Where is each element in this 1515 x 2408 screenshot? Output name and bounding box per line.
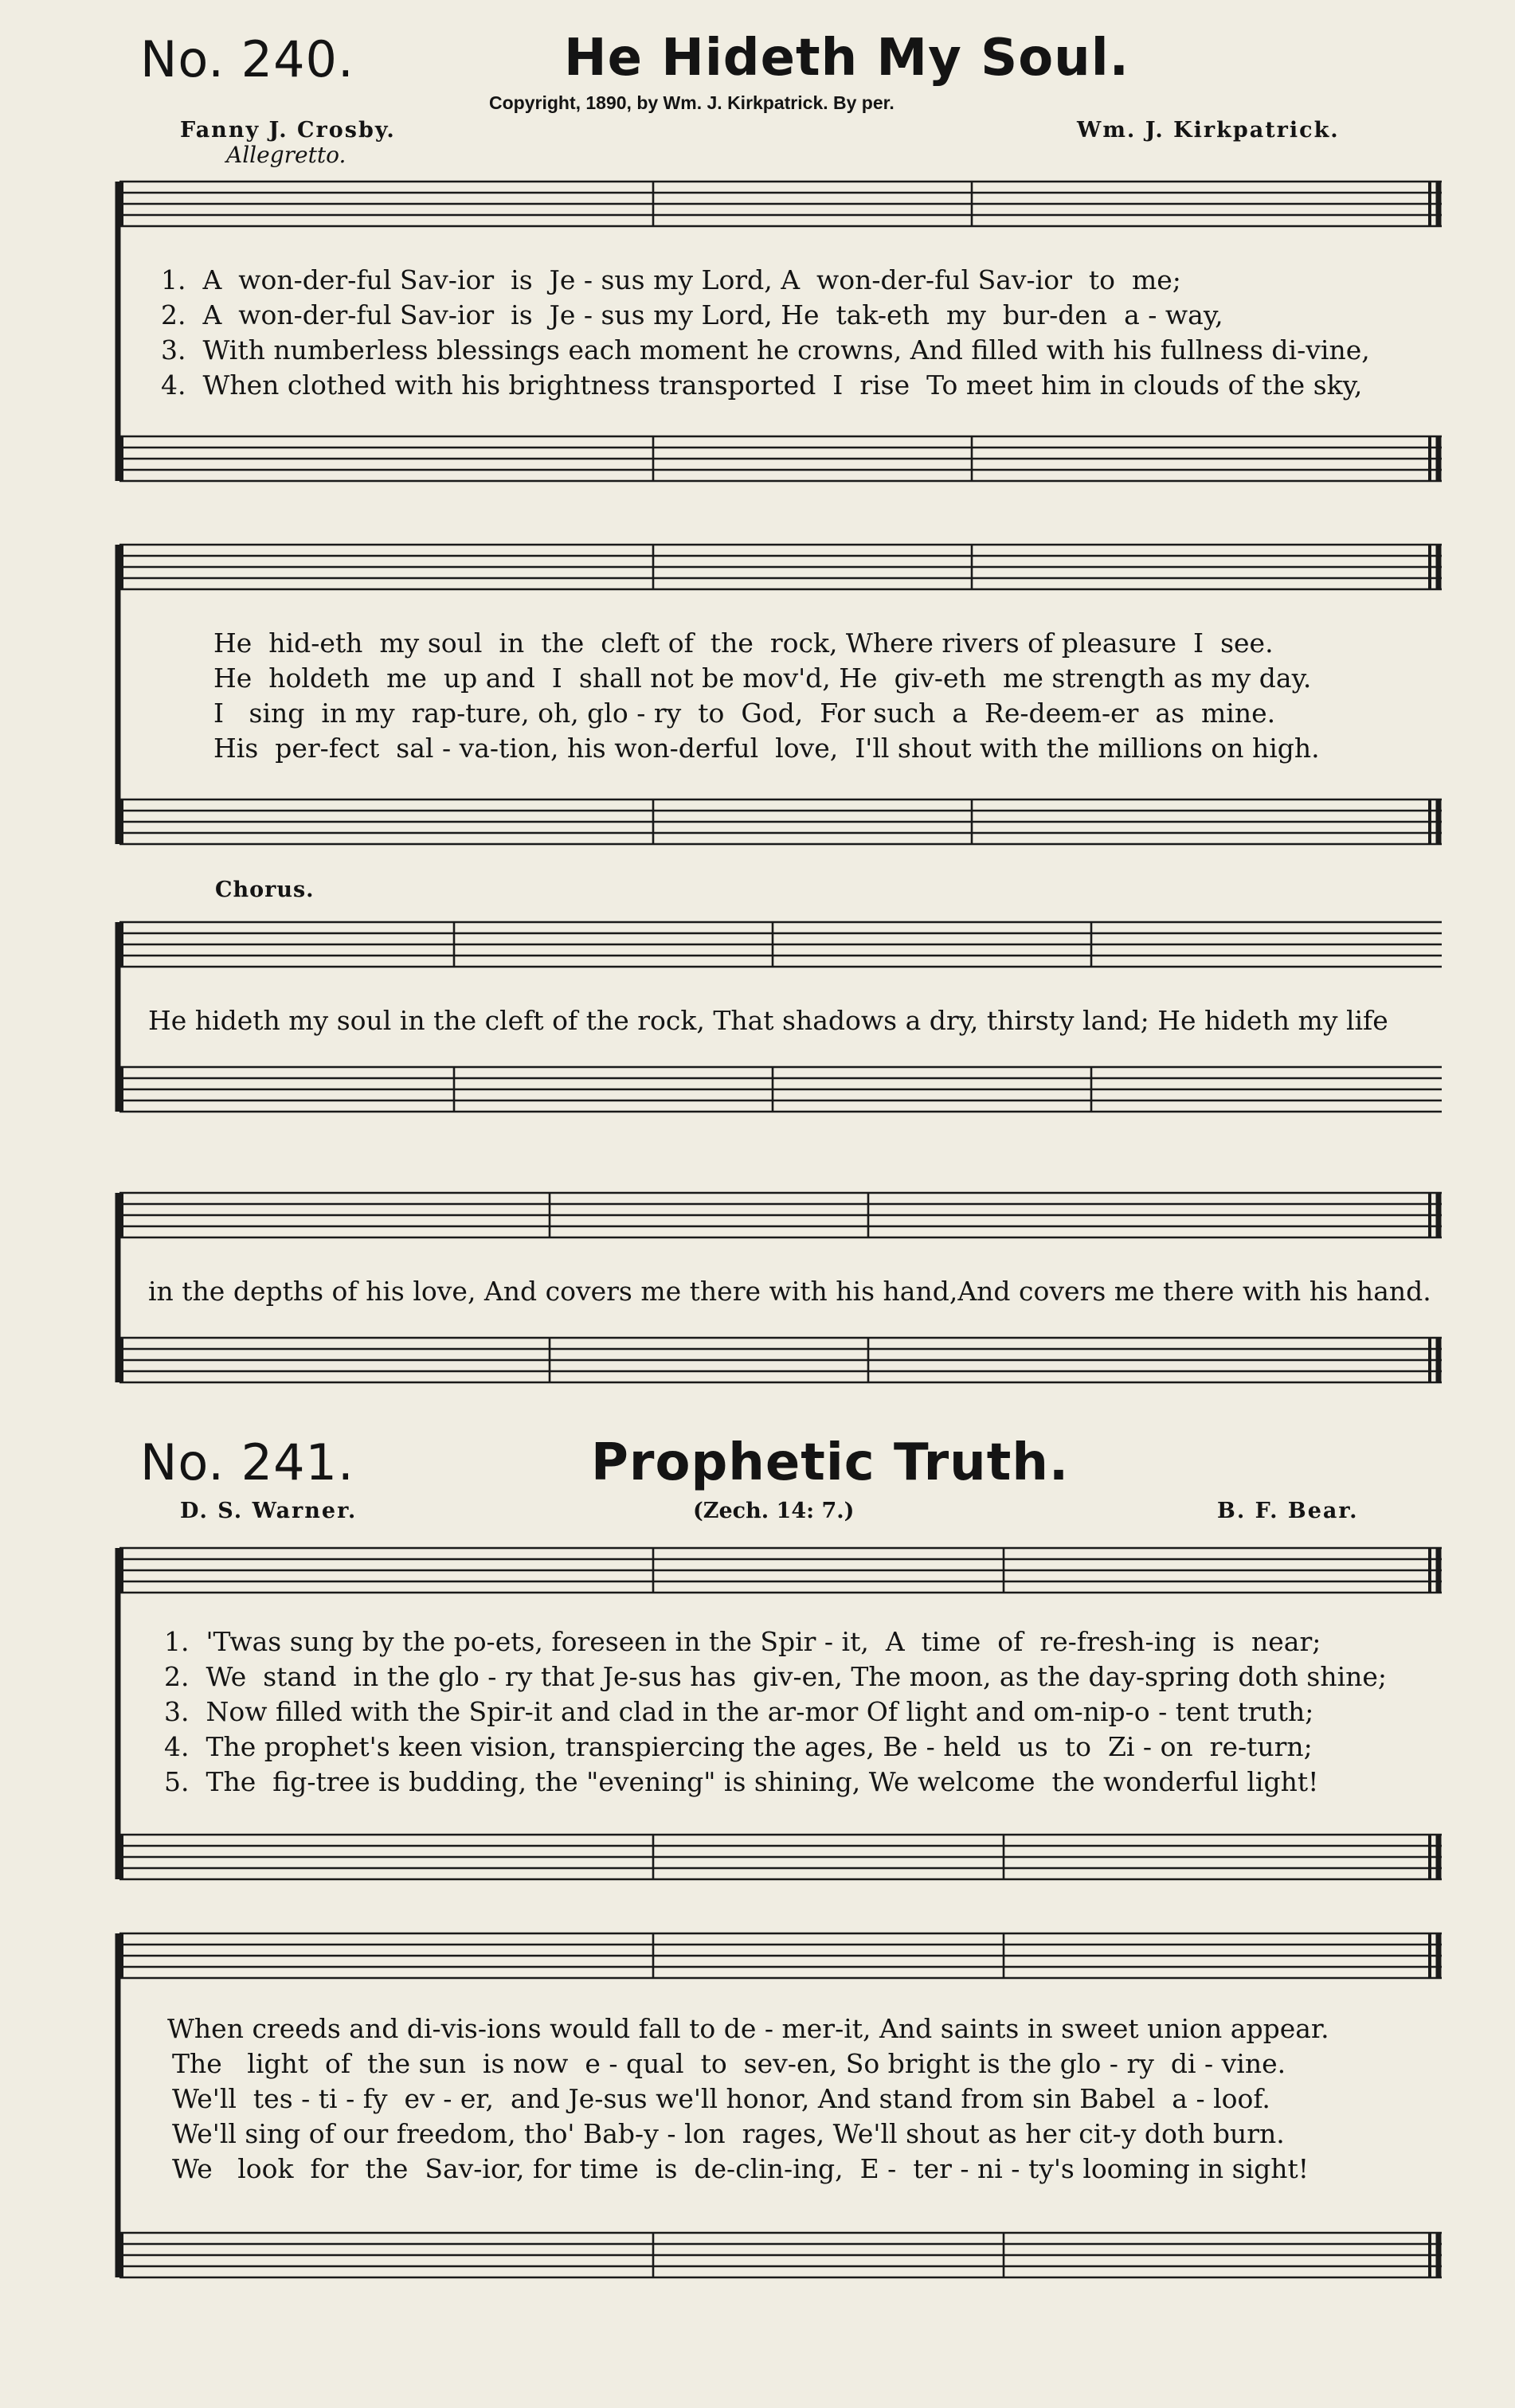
verse-line-3: I sing in my rap-ture, oh, glo - ry to God, For such a Re-deem-er as mine. bbox=[213, 698, 1276, 729]
verse-line-3: 3. Now filled with the Spir-it and clad in the ar-mor Of light and om-nip-o - tent truth; bbox=[164, 1696, 1314, 1727]
verse-line-4: 4. When clothed with his brightness transported I rise To meet him in clouds of the sky, bbox=[161, 369, 1363, 401]
lyricist-credit: D. S. Warner. bbox=[180, 1499, 358, 1523]
music-system-4 bbox=[119, 1179, 1442, 1417]
verse-line-2: The light of the sun is now e - qual to sev-en, So bright is the glo - ry di - vine. bbox=[172, 2048, 1286, 2079]
treble-staff bbox=[119, 922, 1442, 986]
copyright-notice: Copyright, 1890, by Wm. J. Kirkpatrick. By per. bbox=[489, 92, 895, 113]
music-system-2 bbox=[119, 537, 1442, 855]
composer-credit: B. F. Bear. bbox=[1217, 1499, 1359, 1523]
bass-staff bbox=[119, 799, 1442, 863]
bass-staff bbox=[119, 2233, 1442, 2297]
hymn-number: No. 241. bbox=[140, 1433, 354, 1491]
verse-line-2: 2. A won-der-ful Sav-ior is Je - sus my Lord, He tak-eth my bur-den a - way, bbox=[161, 299, 1223, 330]
bass-staff bbox=[119, 1338, 1442, 1401]
music-system-1 bbox=[119, 174, 1442, 492]
bass-staff bbox=[119, 436, 1442, 500]
system-brace bbox=[115, 1193, 131, 1432]
tempo-marking: Allegretto. bbox=[226, 142, 346, 168]
verse-line-1: 1. 'Twas sung by the po-ets, foreseen in the Spir - it, A time of re-fresh-ing is near; bbox=[164, 1626, 1321, 1657]
verse-line-3: 3. With numberless blessings each moment he crowns, And filled with his fullness di-vine, bbox=[161, 334, 1370, 366]
verse-line-5: We look for the Sav-ior, for time is de-clin-ing, E - ter - ni - ty's looming in sight! bbox=[172, 2153, 1309, 2184]
verse-line-4: His per-fect sal - va-tion, his won-derful love, I'll shout with the millions on high. bbox=[213, 733, 1320, 764]
hymn-title: Prophetic Truth. bbox=[591, 1433, 1070, 1492]
scripture-reference: (Zech. 14: 7.) bbox=[693, 1499, 855, 1523]
verse-line-4: 4. The prophet's keen vision, transpiercing the ages, Be - held us to Zi - on re-turn; bbox=[164, 1731, 1313, 1762]
verse-line-2: 2. We stand in the glo - ry that Je-sus has giv-en, The moon, as the day-spring doth shine; bbox=[164, 1661, 1388, 1692]
verse-line-1: 1. A won-der-ful Sav-ior is Je - sus my Lord, A won-der-ful Sav-ior to me; bbox=[161, 264, 1181, 295]
bass-staff bbox=[119, 1835, 1442, 1898]
system-brace bbox=[115, 1933, 131, 2300]
hymn-title: He Hideth My Soul. bbox=[564, 29, 1129, 88]
verse-line-4: We'll sing of our freedom, tho' Bab-y - lon rages, We'll shout as her cit-y doth burn. bbox=[172, 2118, 1285, 2149]
bass-staff bbox=[119, 1067, 1442, 1131]
verse-line-3: We'll tes - ti - fy ev - er, and Je-sus we'll honor, And stand from sin Babel a - loof. bbox=[172, 2083, 1270, 2114]
verse-line-2: He holdeth me up and I shall not be mov'd, He giv-eth me strength as my day. bbox=[213, 663, 1312, 694]
verse-line-1: When creeds and di-vis-ions would fall to de - mer-it, And saints in sweet union appear. bbox=[167, 2013, 1329, 2044]
treble-staff bbox=[119, 545, 1442, 608]
treble-staff bbox=[119, 1548, 1442, 1612]
verse-line-5: 5. The fig-tree is budding, the "evening" is shining, We welcome the wonderful light! bbox=[164, 1766, 1319, 1797]
chorus-line-2: in the depths of his love, And covers me there with his hand,And covers me there with his hand. bbox=[148, 1276, 1431, 1307]
lyricist-credit: Fanny J. Crosby. bbox=[180, 118, 396, 143]
system-brace bbox=[115, 545, 131, 879]
music-system-6 bbox=[119, 1922, 1442, 2281]
treble-staff bbox=[119, 182, 1442, 245]
system-brace bbox=[115, 182, 131, 516]
chorus-line-1: He hideth my soul in the cleft of the rock, That shadows a dry, thirsty land; He hideth my life bbox=[148, 1005, 1388, 1036]
composer-credit: Wm. J. Kirkpatrick. bbox=[1077, 118, 1340, 143]
hymn-number: No. 240. bbox=[140, 30, 354, 88]
music-system-3 bbox=[119, 908, 1442, 1147]
music-system-5 bbox=[119, 1537, 1442, 1895]
treble-staff bbox=[119, 1193, 1442, 1257]
system-brace bbox=[115, 922, 131, 1161]
verse-line-1: He hid-eth my soul in the cleft of the rock, Where rivers of pleasure I see. bbox=[213, 627, 1274, 659]
treble-staff bbox=[119, 1933, 1442, 1997]
system-brace bbox=[115, 1548, 131, 1906]
chorus-label: Chorus. bbox=[215, 878, 315, 902]
